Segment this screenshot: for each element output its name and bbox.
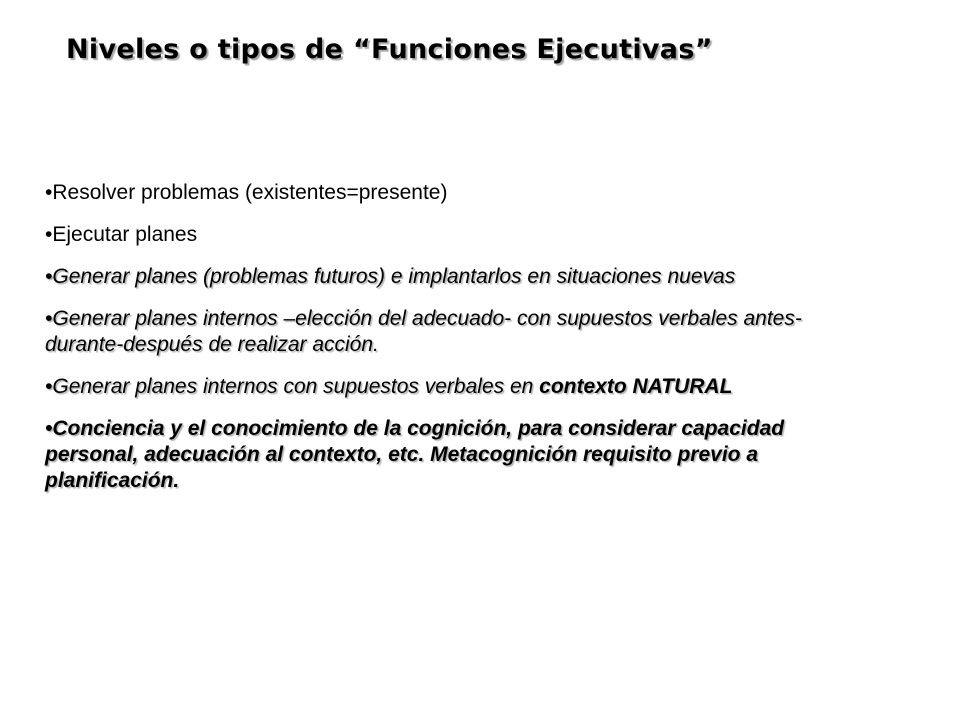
bullet-marker: • — [45, 417, 53, 440]
list-item — [45, 374, 845, 400]
bullet-marker: • — [45, 223, 53, 246]
list-item — [45, 306, 845, 358]
bullet-list — [45, 180, 845, 510]
bullet-marker: • — [45, 265, 53, 288]
list-item-text: Ejecutar planes — [52, 223, 198, 246]
list-item-text: Conciencia y el conocimiento de la cognición, para considerar capacidad personal, adecuación al contexto, etc. Metacognición requisito previo a planificación. — [45, 417, 785, 492]
bullet-marker: • — [45, 375, 53, 398]
bullet-marker: • — [45, 181, 53, 204]
page-title: Niveles o tipos de “Funciones Ejecutivas” — [66, 34, 713, 65]
list-item — [45, 180, 845, 206]
list-item-text: Generar planes (problemas futuros) e implantarlos en situaciones nuevas — [52, 265, 736, 288]
list-item — [45, 416, 845, 494]
list-item — [45, 222, 845, 248]
list-item-text: Generar planes internos –elección del adecuado- con supuestos verbales antes-durante-después de realizar acción. — [45, 307, 802, 356]
list-item-bold-text: contexto NATURAL — [539, 375, 733, 398]
bullet-marker: • — [45, 307, 53, 330]
list-item-text: Generar planes internos con supuestos verbales en — [52, 375, 540, 398]
list-item-text: Resolver problemas (existentes=presente) — [52, 181, 448, 204]
list-item — [45, 264, 845, 290]
